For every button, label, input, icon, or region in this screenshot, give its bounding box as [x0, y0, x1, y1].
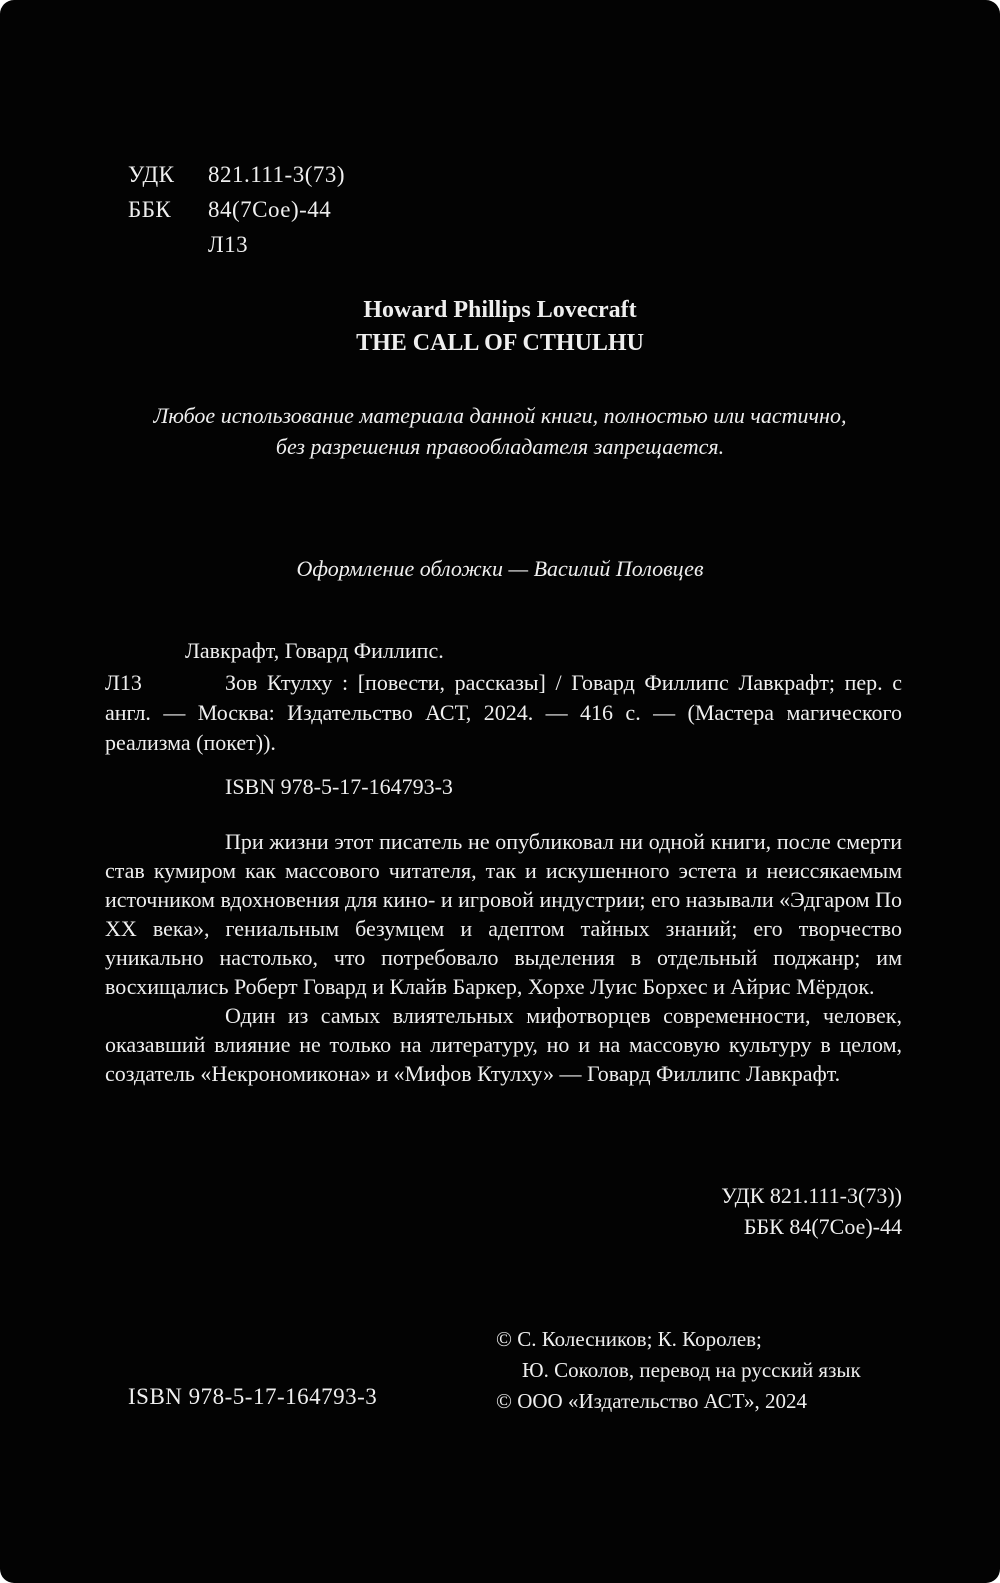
copyright-line-1: © С. Колесников; К. Королев; [496, 1327, 762, 1351]
annotation-paragraph-2: Один из самых влиятельных мифотворцев современности, человек, оказавший влияние не только на литературу, но и на массовую культуру в целом, создатель «Некрономикона» и «Мифов Ктулху» — Говард Филлипс Лавкрафт. [105, 1003, 902, 1086]
catalog-author: Лавкрафт, Говард Филлипс. [185, 638, 444, 663]
catalog-isbn: ISBN 978-5-17-164793-3 [225, 774, 453, 799]
catalog-description: Зов Ктулху : [повести, рассказы] / Говард Филлипс Лавкрафт; пер. с англ. — Москва: Издательство АСТ, 2024. — 416 с. — (Мастера магического реализма (покет)). [105, 670, 902, 755]
copyright-line-2: Ю. Соколов, перевод на русский язык [522, 1358, 861, 1382]
bbk-value: 84(7Сое)-44 [208, 197, 332, 222]
udk-value: 821.111-3(73) [208, 162, 346, 187]
footer-bibliographic-codes [721, 1180, 902, 1242]
udk-line [128, 157, 345, 192]
author-code: Л13 [208, 232, 249, 257]
copyright-block [496, 1324, 861, 1417]
top-bibliographic-codes [128, 157, 345, 262]
annotation-paragraph-1: При жизни этот писатель не опубликовал ни одной книги, после смерти став кумиром как массового читателя, так и искушенного эстета и неиссякаемым источником вдохновения для кино- и игровой индустрии; его называли «Эдгаром По XX века», гениальным безумцем и адептом тайных знаний; его творчество уникально настолько, что потребовало выделения в отдельный поджанр; им восхищались Роберт Говард и Клайв Баркер, Хорхе Луис Борхес и Айрис Мёрдок. [105, 829, 902, 999]
bbk-label: ББК [128, 197, 172, 222]
udk-label: УДК [128, 162, 175, 187]
catalog-card [105, 636, 902, 802]
original-title: THE CALL OF CTHULHU [356, 330, 644, 356]
author-code-line [128, 227, 345, 262]
catalog-code: Л13 [105, 670, 142, 695]
footer-bbk: ББК 84(7Сое)-44 [743, 1214, 902, 1239]
footer-udk: УДК 821.111-3(73)) [721, 1183, 902, 1208]
annotation-block [105, 827, 902, 1088]
original-author: Howard Phillips Lovecraft [363, 297, 637, 323]
original-title-block [0, 294, 1000, 360]
cover-design-credit: Оформление обложки — Василий Половцев [296, 556, 704, 581]
rights-notice: Любое использование материала данной книги, полностью или частично, без разрешения правообладателя запрещается. [153, 403, 847, 459]
isbn-bottom: ISBN 978-5-17-164793-3 [128, 1384, 378, 1409]
bbk-line [128, 192, 345, 227]
catalog-record [105, 668, 902, 758]
copyright-line-3: © ООО «Издательство АСТ», 2024 [496, 1389, 807, 1413]
